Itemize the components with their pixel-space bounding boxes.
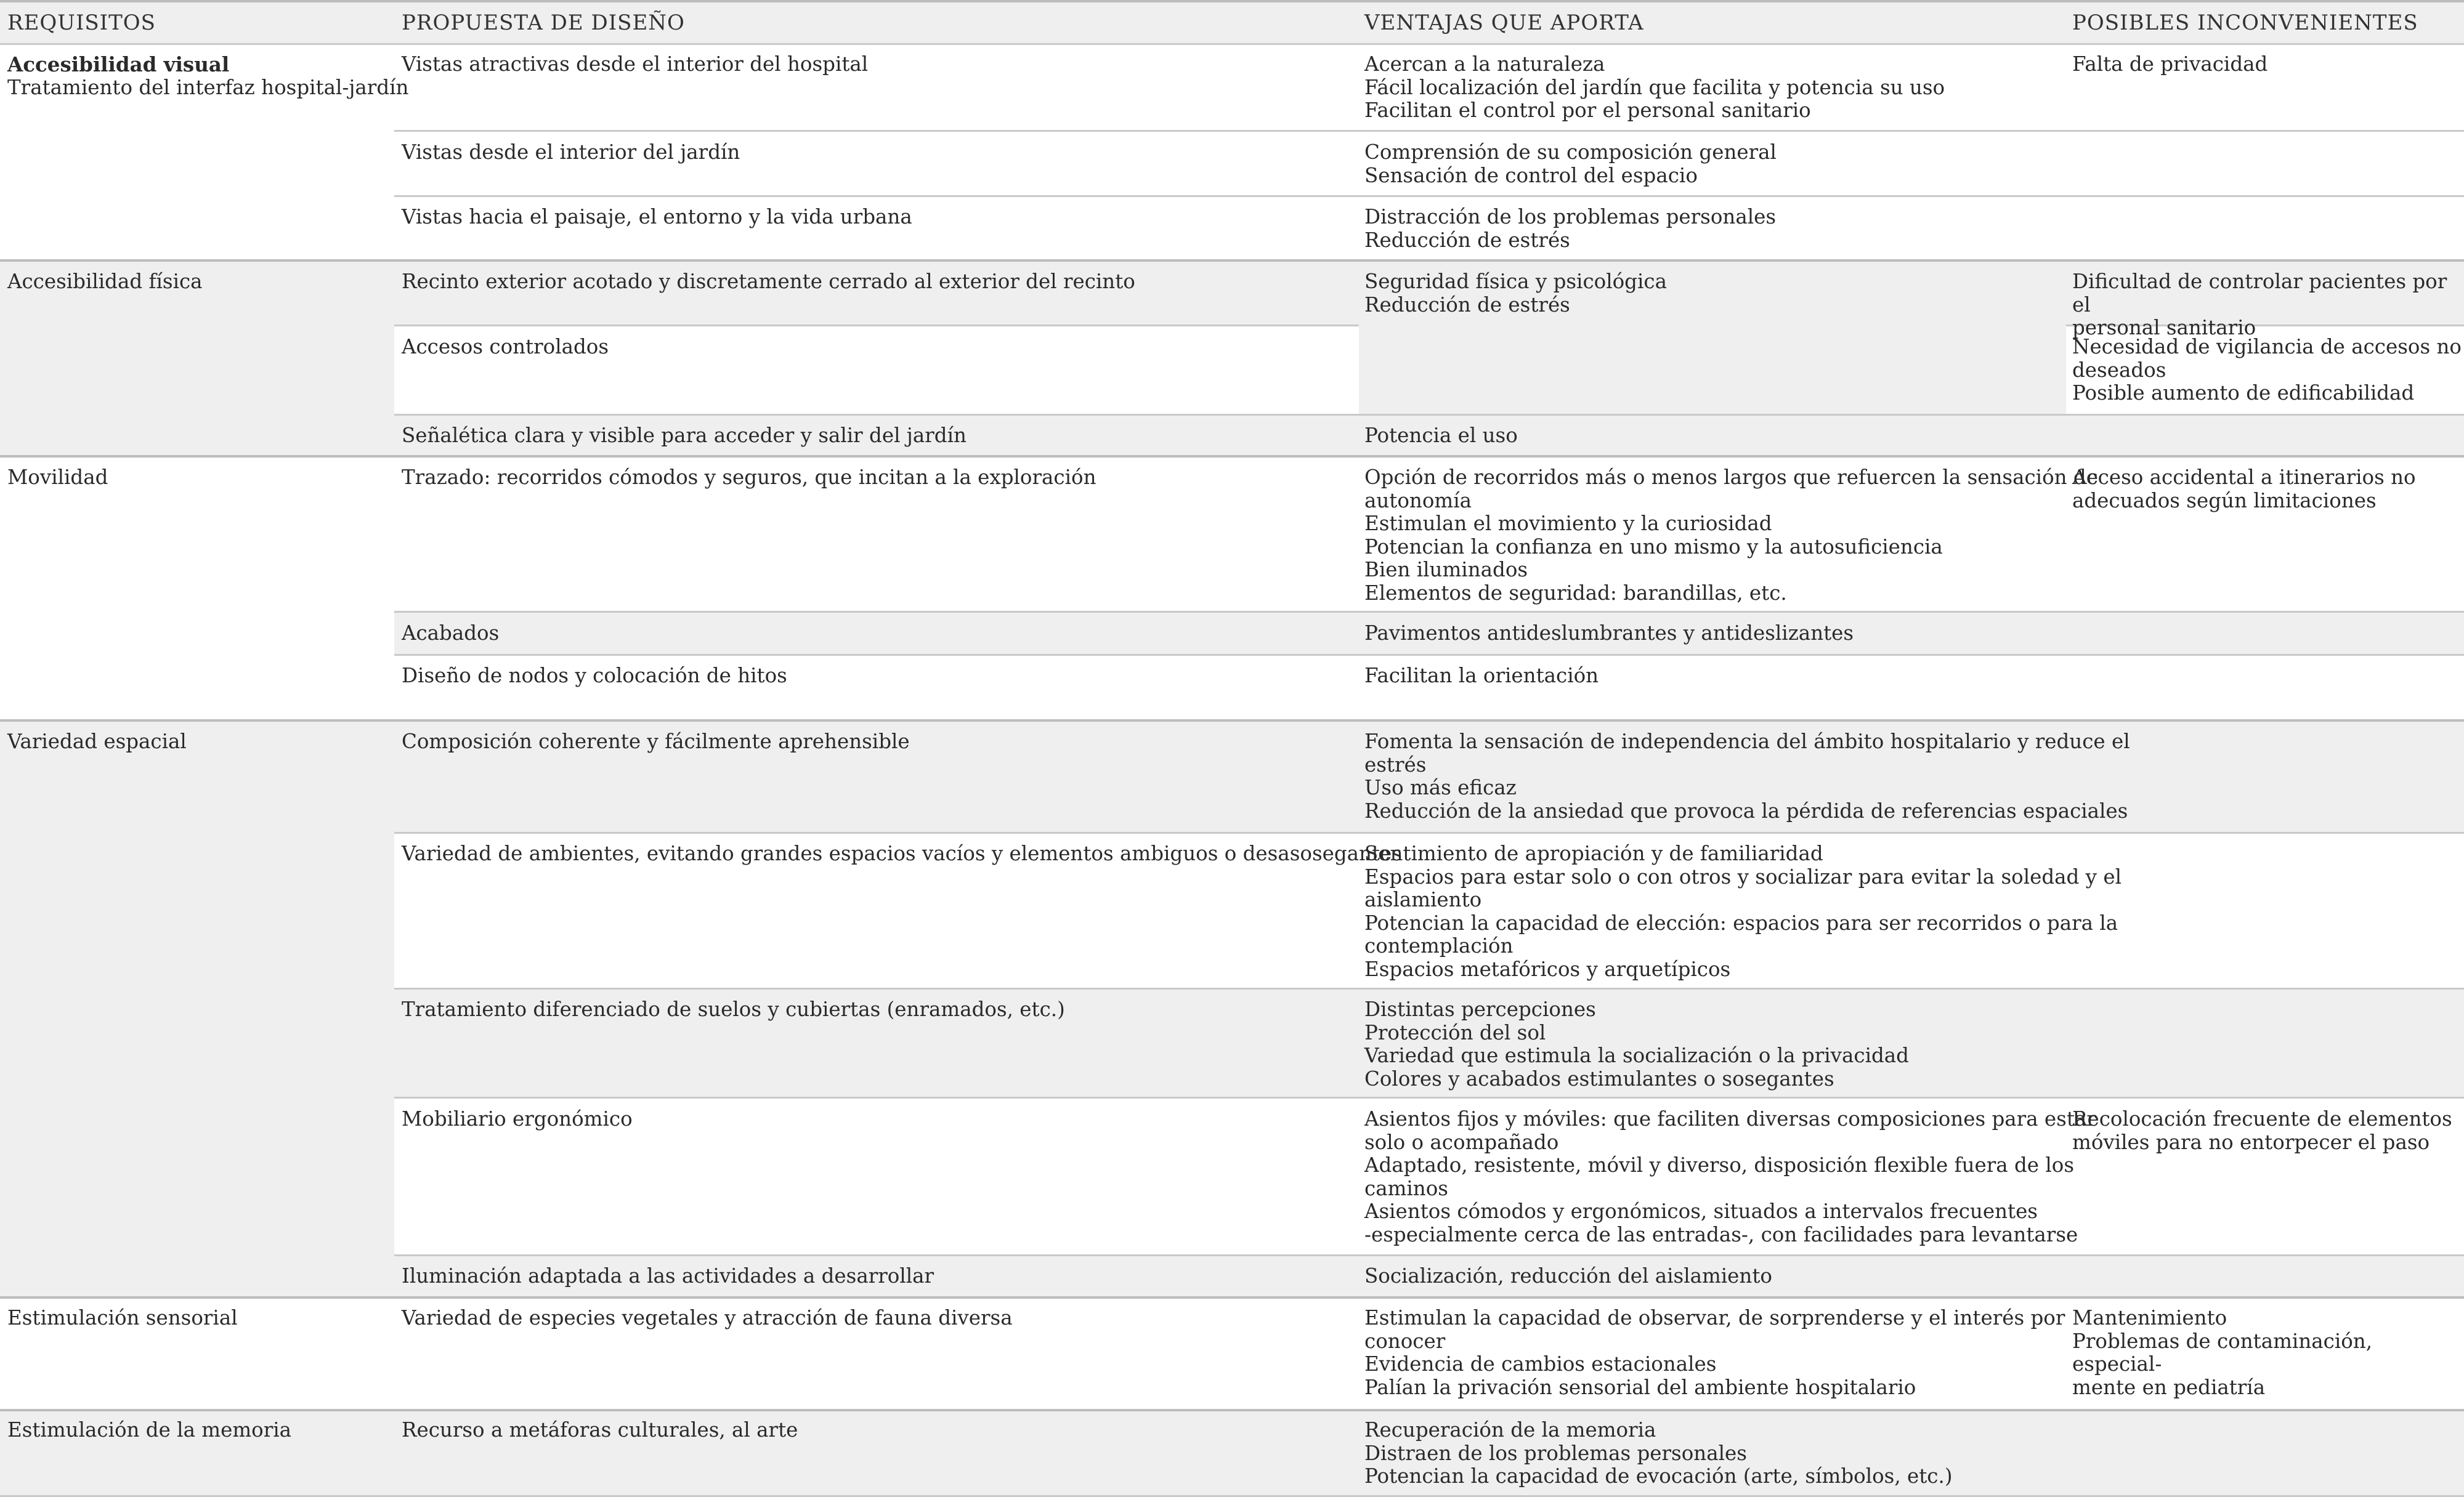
ventajas-cell: Fomenta la sensación de independencia del ámbito hospitalario y reduce el estrés Uso más eficaz Reducción de la ansiedad que provoca la pérdida de referencias espaciales (1364, 730, 2130, 823)
propuesta-cell: Mobiliario ergonómico (402, 1107, 633, 1131)
propuesta-cell: Composición coherente y fácilmente aprehensible (402, 730, 910, 753)
section-title-variedad: Variedad espacial (7, 730, 187, 753)
section-title-fisica: Accesibilidad física (7, 270, 203, 293)
rule-section (0, 455, 2464, 458)
propuesta-cell: Variedad de especies vegetales y atracción de fauna diversa (402, 1306, 1013, 1330)
header-propuesta: PROPUESTA DE DISEÑO (402, 10, 685, 35)
propuesta-cell: Iluminación adaptada a las actividades a desarrollar (402, 1264, 934, 1288)
propuesta-cell: Señalética clara y visible para acceder y salir del jardín (402, 424, 967, 447)
rule-section (0, 719, 2464, 722)
rule (394, 325, 1359, 326)
rule (394, 1097, 2464, 1099)
header-ventajas: VENTAJAS QUE APORTA (1364, 10, 1644, 35)
rule (394, 130, 2464, 132)
inconvenientes-cell: Dificultad de controlar pacientes por el personal sanitario (2072, 270, 2447, 339)
header-requisitos: REQUISITOS (7, 10, 156, 35)
band-memoria (0, 1410, 2464, 1497)
section-title-movilidad: Movilidad (7, 466, 108, 489)
ventajas-cell: Distintas percepciones Protección del sol Variedad que estimula la socialización o la privacidad Colores y acabados estimulantes o sosegantes (1364, 998, 1909, 1091)
inconvenientes-cell: Necesidad de vigilancia de accesos no deseados Posible aumento de edificabilidad (2072, 335, 2462, 405)
section-title-memoria: Estimulación de la memoria (7, 1418, 292, 1442)
rule-section (0, 1409, 2464, 1411)
rule (394, 1254, 2464, 1256)
propuesta-cell: Vistas hacia el paisaje, el entorno y la vida urbana (402, 205, 912, 228)
rule-section (0, 1296, 2464, 1299)
rule (394, 611, 2464, 613)
section-subtitle-visual: Tratamiento del interfaz hospital-jardín (7, 76, 409, 99)
propuesta-cell: Tratamiento diferenciado de suelos y cubiertas (enramados, etc.) (402, 998, 1065, 1021)
section-title-sensorial: Estimulación sensorial (7, 1306, 238, 1330)
ventajas-cell: Pavimentos antideslumbrantes y antideslizantes (1364, 621, 1854, 645)
rule-header (0, 43, 2464, 45)
ventajas-cell: Asientos fijos y móviles: que faciliten diversas composiciones para estar solo o acompañado Adaptado, resistente, móvil y diverso, disposición flexible fuera de los caminos Asientos cómodos y ergonómicos, situados a intervalos frecuentes -especialmente cerca de las entradas-, con facilidades para levantarse (1364, 1107, 2096, 1246)
inconvenientes-cell: Acceso accidental a itinerarios no adecuados según limitaciones (2072, 466, 2416, 512)
propuesta-cell: Variedad de ambientes, evitando grandes espacios vacíos y elementos ambiguos o desasosegantes (402, 842, 1402, 865)
propuesta-cell: Accesos controlados (402, 335, 609, 358)
rule (394, 988, 2464, 990)
rule (394, 654, 2464, 656)
ventajas-cell: Distracción de los problemas personales Reducción de estrés (1364, 205, 1777, 252)
section-title-visual: Accesibilidad visual (7, 52, 230, 76)
ventajas-cell: Socialización, reducción del aislamiento (1364, 1264, 1772, 1288)
ventajas-cell: Facilitan la orientación (1364, 664, 1599, 687)
ventajas-cell: Comprensión de su composición general Sensación de control del espacio (1364, 140, 1777, 187)
rule-top (0, 0, 2464, 2)
rule (394, 195, 2464, 197)
inconvenientes-cell: Recolocación frecuente de elementos móviles para no entorpecer el paso (2072, 1107, 2452, 1154)
ventajas-cell: Recuperación de la memoria Distraen de los problemas personales Potencian la capacidad de evocación (arte, símbolos, etc.) (1364, 1418, 1953, 1488)
propuesta-cell: Recinto exterior acotado y discretamente cerrado al exterior del recinto (402, 270, 1135, 293)
propuesta-cell: Diseño de nodos y colocación de hitos (402, 664, 787, 687)
propuesta-cell: Vistas desde el interior del jardín (402, 140, 740, 164)
propuesta-cell: Recurso a metáforas culturales, al arte (402, 1418, 798, 1442)
rule (394, 414, 2464, 416)
inconvenientes-cell: Falta de privacidad (2072, 52, 2268, 76)
ventajas-cell: Sentimiento de apropiación y de familiaridad Espacios para estar solo o con otros y socializar para evitar la soledad y el aislamiento Potencian la capacidad de elección: espacios para ser recorridos o para la contemplación Espacios metafóricos y arquetípicos (1364, 842, 2122, 981)
ventajas-cell: Estimulan la capacidad de observar, de sorprenderse y el interés por conocer Evidencia de cambios estacionales Palían la privación sensorial del ambiente hospitalario (1364, 1306, 2065, 1399)
propuesta-cell: Trazado: recorridos cómodos y seguros, que incitan a la exploración (402, 466, 1096, 489)
ventajas-cell: Opción de recorridos más o menos largos que refuercen la sensación de autonomía Estimulan el movimiento y la curiosidad Potencian la confianza en uno mismo y la autosuficiencia Bien iluminados Elementos de seguridad: barandillas, etc. (1364, 466, 2098, 605)
propuesta-cell: Vistas atractivas desde el interior del hospital (402, 52, 869, 76)
inconvenientes-cell: Mantenimiento Problemas de contaminación, especial- mente en pediatría (2072, 1306, 2373, 1399)
ventajas-cell: Acercan a la naturaleza Fácil localización del jardín que facilita y potencia su uso Facilitan el control por el personal sanitario (1364, 52, 1945, 122)
ventajas-cell: Seguridad física y psicológica Reducción de estrés (1364, 270, 1667, 317)
ventajas-cell: Potencia el uso (1364, 424, 1518, 447)
propuesta-cell: Acabados (402, 621, 500, 645)
header-inconvenientes: POSIBLES INCONVENIENTES (2072, 10, 2418, 35)
rule (394, 832, 2464, 834)
rule-section (0, 259, 2464, 262)
